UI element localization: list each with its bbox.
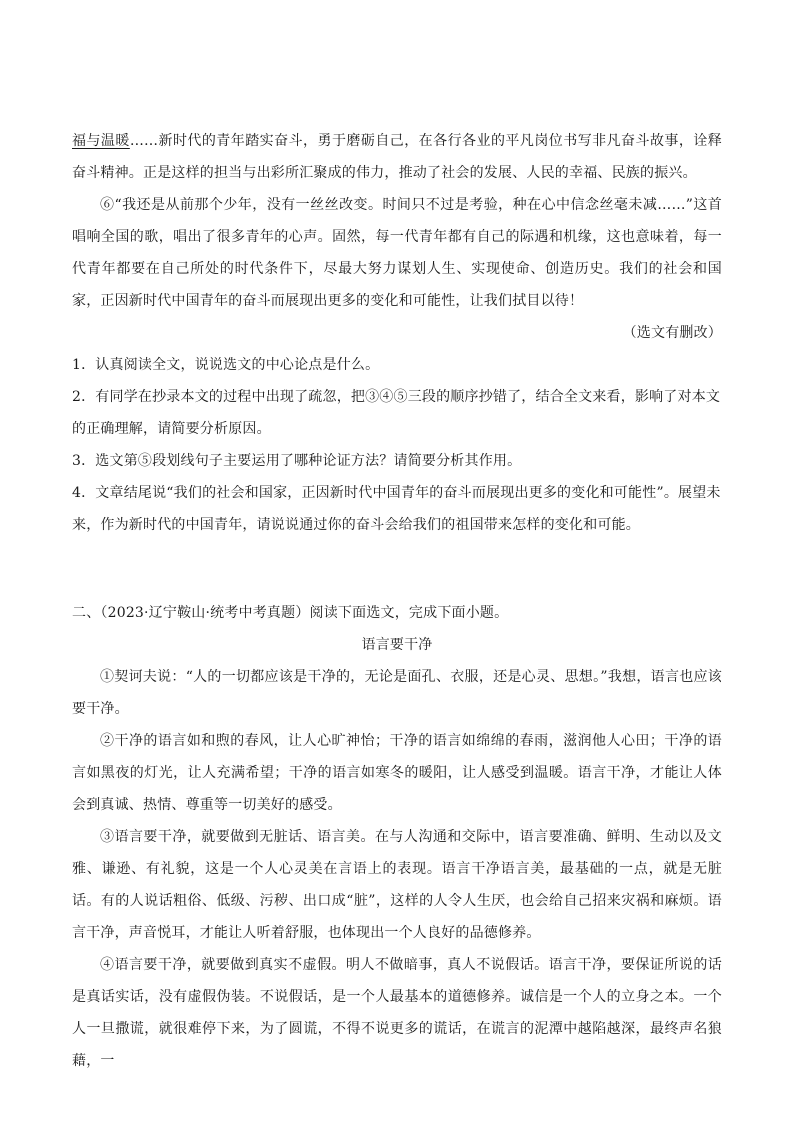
paragraph-6: ⑥“我还是从前那个少年，没有一丝丝改变。时间只不过是考验，种在心中信念丝毫未减……”这首唱响全国的歌，唱出了很多青年的心声。固然，每一代青年都有自己的际遇和机缘，这也意味着，每一代青年都要在自己所处的时代条件下，尽最大努力谋划人生、实现使命、创造历史。我们的社会和国家，正因新时代中国青年的奋斗而展现出更多的变化和可能性，让我们拭目以待！ <box>72 197 722 309</box>
article-paragraph-3: ③语言要干净，就要做到无脏话、语言美。在与人沟通和交际中，语言要准确、鲜明、生动以及文雅、谦逊、有礼貌，这是一个人心灵美在言语上的表现。语言干净语言美，最基础的一点，就是无脏话。有的人说话粗俗、低级、污秽、出口成“脏”，这样的人令人生厌，也会给自己招来灾祸和麻烦。语言干净，声音悦耳，才能让人听着舒服，也体现出一个人良好的品德修养。 <box>72 829 722 941</box>
question-4: 4．文章结尾说“我们的社会和国家，正因新时代中国青年的奋斗而展现出更多的变化和可能性”。展望未来，作为新时代的中国青年，请说说通过你的奋斗会给我们的祖国带来怎样的变化和可能。 <box>72 485 721 533</box>
article-title: 语言要干净 <box>361 637 433 653</box>
question-2: 2．有同学在抄录本文的过程中出现了疏忽，把③④⑤三段的顺序抄错了，结合全文来看，影响了对本文的正确理解，请简要分析原因。 <box>72 389 721 437</box>
underlined-sentence-end: 福与温暖 <box>72 133 130 149</box>
passage-continuation <box>72 125 722 541</box>
article-paragraph-4: ④语言要干净，就要做到真实不虚假。明人不做暗事，真人不说假话。语言干净，要保证所说的话是真话实话，没有虚假伪装。不说假话，是一个人最基本的道德修养。诚信是一个人的立身之本。一个人一旦撒谎，就很难停下来，为了圆谎，不得不说更多的谎话，在谎言的泥潭中越陷越深，最终声名狼藉，一 <box>72 957 722 1069</box>
section-two <box>72 597 722 1077</box>
paragraph-5-tail-text: ……新时代的青年踏实奋斗，勇于磨砺自己，在各行各业的平凡岗位书写非凡奋斗故事，诠释奋斗精神。正是这样的担当与出彩所汇聚成的伟力，推动了社会的发展、人民的幸福、民族的振兴。 <box>72 133 722 181</box>
question-3: 3．选文第⑤段划线句子主要运用了哪种论证方法？请简要分析其作用。 <box>72 453 522 469</box>
question-1: 1．认真阅读全文，说说选文的中心论点是什么。 <box>72 357 380 373</box>
article-paragraph-2: ②干净的语言如和煦的春风，让人心旷神怡；干净的语言如绵绵的春雨，滋润他人心田；干净的语言如黑夜的灯光，让人充满希望；干净的语言如寒冬的暖阳，让人感受到温暖。语言干净，才能让人体会到真诚、热情、尊重等一切美好的感受。 <box>72 733 722 813</box>
source-note: （选文有删改） <box>622 325 722 341</box>
article-paragraph-1: ①契诃夫说：“人的一切都应该是干净的，无论是面孔、衣服，还是心灵、思想。”我想，语言也应该要干净。 <box>72 669 722 717</box>
paragraph-5-tail <box>72 125 722 189</box>
section-two-heading: 二、（2023·辽宁鞍山·统考中考真题）阅读下面选文，完成下面小题。 <box>72 605 509 621</box>
